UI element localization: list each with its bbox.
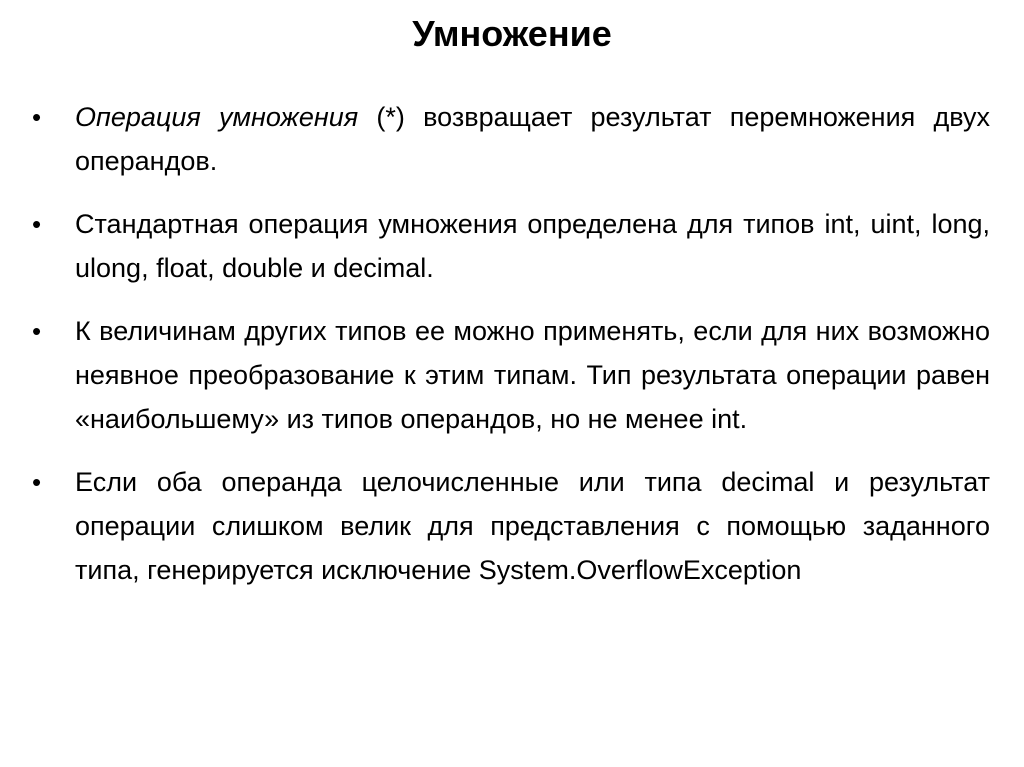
bullet-dot-icon: • — [32, 467, 42, 497]
term-operation-multiplication: Операция умножения — [75, 102, 359, 132]
bullet-dot-icon: • — [32, 316, 42, 346]
bullet-text: (*) возвращает результат перемножения двух операндов. — [75, 102, 991, 176]
bullet-item-overflow-exception — [30, 460, 990, 592]
slide-title: Умножение — [412, 13, 612, 54]
bullet-dot-icon: • — [32, 102, 42, 132]
bullet-list — [30, 95, 990, 611]
bullet-item-implicit-conversion — [30, 309, 990, 441]
bullet-text: К величинам других типов ее можно применять, если для них возможно неявное преобразование к этим типам. Тип результата операции равен «наибольшему» из типов операндов, но не менее int. — [75, 316, 990, 434]
bullet-text: Если оба операнда целочисленные или типа decimal и результат операции слишком велик для представления с помощью заданного типа, генерируется исключение System.OverflowException — [75, 467, 990, 585]
bullet-text: Стандартная операция умножения определена для типов int, uint, long, ulong, float, double и decimal. — [75, 209, 990, 283]
bullet-item-multiplication-operation — [30, 95, 990, 183]
bullet-item-standard-types — [30, 202, 990, 290]
bullet-dot-icon: • — [32, 209, 42, 239]
